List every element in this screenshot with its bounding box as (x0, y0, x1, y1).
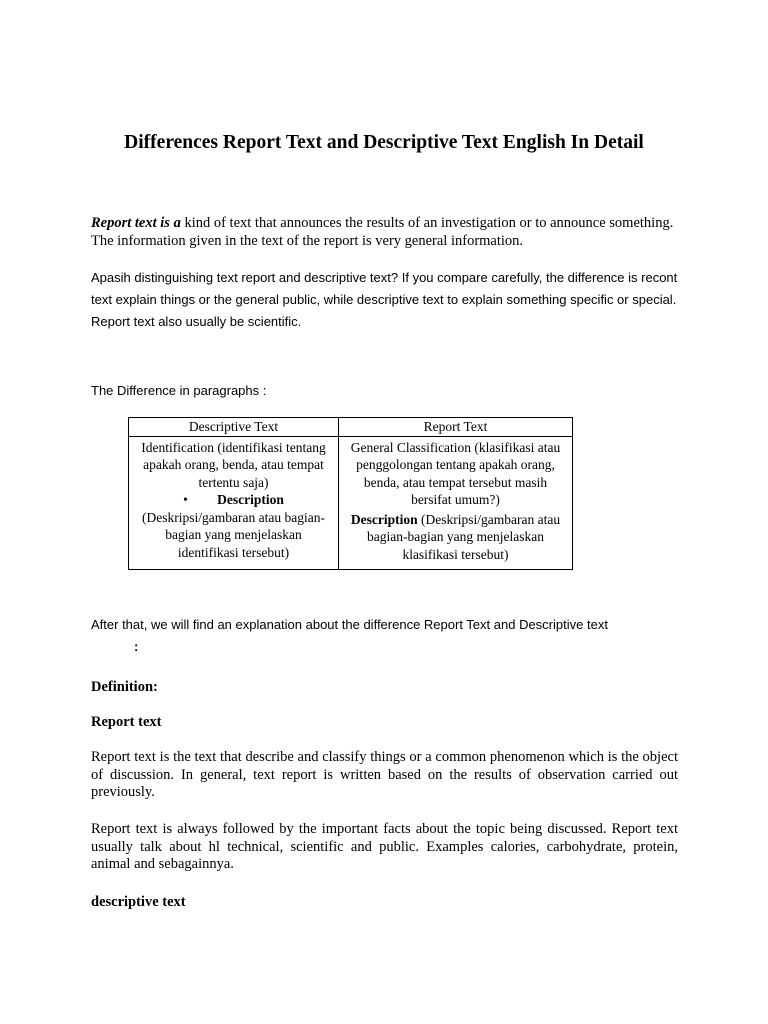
report-paragraph-2: Report text is always followed by the important facts about the topic being discussed. Report text usually talk about hl technical, scientific and public. Examples calories, carbohydrate, protein, animal and sebagainnya. (91, 821, 678, 872)
paragraphs-label: The Difference in paragraphs : (91, 383, 267, 398)
description-item (135, 491, 332, 509)
table-header-report: Report Text (339, 418, 573, 437)
intro-rest: kind of text that announces the results of an investigation or to announce something. The information given in the text of the report is very general information. (91, 215, 674, 249)
intro-paragraph (91, 215, 678, 250)
question-paragraph: Apasih distinguishing text report and descriptive text? If you compare carefully, the difference is recont text explain things or the general public, while descriptive text to explain something specific or special. Report text also usually be scientific. (91, 270, 678, 329)
report-paragraph-1: Report text is the text that describe and classify things or a common phenomenon which is the object of discussion. In general, text report is written based on the results of observation carried out previously. (91, 749, 678, 800)
table-header-row (129, 418, 573, 437)
after-colon: : (134, 639, 139, 654)
intro-lead: Report text is a (91, 215, 181, 231)
descriptive-heading: descriptive text (91, 894, 186, 910)
classification-text: General Classification (klasifikasi atau penggolongan tentang apakah orang, benda, atau tempat tersebut masih bersifat umum?) (350, 439, 561, 507)
definition-heading: Definition: (91, 679, 158, 695)
identification-text: Identification (identifikasi tentang apakah orang, benda, atau tempat tertentu saja) (141, 439, 326, 490)
description-label: Description (217, 492, 284, 507)
description-text: (Deskripsi/gambaran atau bagian-bagian yang menjelaskan identifikasi tersebut) (142, 509, 325, 560)
report-description-label: Description (350, 511, 418, 527)
bullet-icon: • (183, 492, 188, 507)
table-header-descriptive: Descriptive Text (129, 418, 339, 437)
report-heading: Report text (91, 714, 162, 730)
report-description-text: (Deskripsi/gambaran atau bagian-bagian yang menjelaskan klasifikasi tersebut) (367, 511, 561, 562)
page-title: Differences Report Text and Descriptive Text English In Detail (124, 132, 644, 153)
table-row (129, 436, 573, 570)
report-description (345, 511, 566, 564)
difference-table (128, 417, 573, 570)
descriptive-cell (129, 436, 339, 570)
report-cell (339, 436, 573, 570)
after-line: After that, we will find an explanation about the difference Report Text and Descriptive text (91, 617, 608, 632)
